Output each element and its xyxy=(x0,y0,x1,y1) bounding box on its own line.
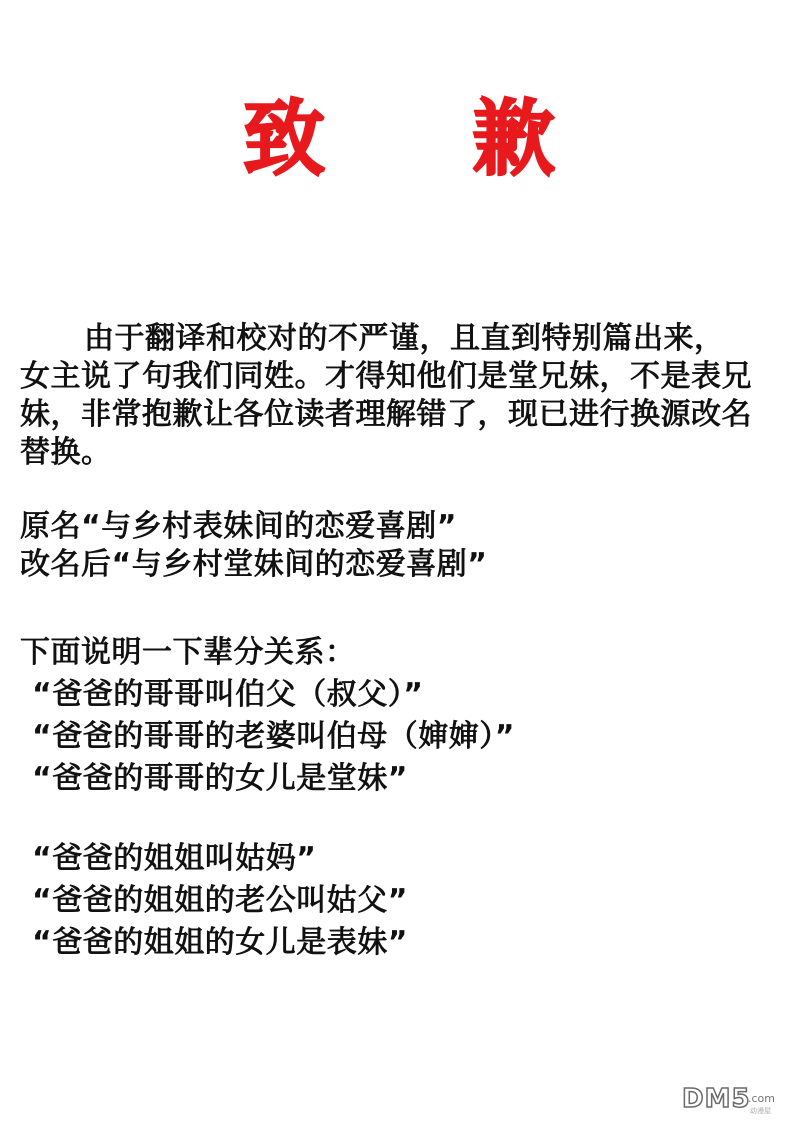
watermark-text: DM5 xyxy=(682,1084,751,1114)
intro-line: 由于翻译和校对的不严谨，且直到特别篇出来， xyxy=(84,321,725,356)
relation-item: “爸爸的姐姐的女儿是表妹” xyxy=(32,925,408,960)
title-char-1: 致 xyxy=(243,92,326,187)
relation-item: “爸爸的哥哥的老婆叫伯母（婶婶）” xyxy=(32,719,515,754)
relations-block xyxy=(20,632,788,964)
relation-item: “爸爸的哥哥的女儿是堂妹” xyxy=(32,761,408,796)
title-char-2: 歉 xyxy=(473,92,556,187)
intro-line: 女主说了句我们同姓。才得知他们是堂兄妹，不是表兄 xyxy=(20,359,752,394)
intro-line: 妹，非常抱歉让各位读者理解错了，现已进行换源改名 xyxy=(20,397,752,432)
intro-line: 替换。 xyxy=(20,435,112,470)
intro-paragraph xyxy=(20,320,788,472)
relation-item: “爸爸的姐姐叫姑妈” xyxy=(32,841,317,876)
relation-item: “爸爸的哥哥叫伯父（叔父）” xyxy=(32,677,424,712)
dm5-watermark-logo xyxy=(682,1084,786,1118)
relation-item: “爸爸的姐姐的老公叫姑父” xyxy=(32,883,408,918)
relations-heading: 下面说明一下辈分关系： xyxy=(20,635,356,670)
name-change-block xyxy=(20,508,788,584)
watermark-domain: .com xyxy=(748,1092,775,1105)
page-title xyxy=(0,92,800,188)
spacer xyxy=(20,800,788,838)
watermark-sub: 动漫屋 xyxy=(750,1107,771,1115)
original-name: 原名“与乡村表妹间的恋爱喜剧” xyxy=(20,509,457,544)
new-name: 改名后“与乡村堂妹间的恋爱喜剧” xyxy=(20,547,488,582)
